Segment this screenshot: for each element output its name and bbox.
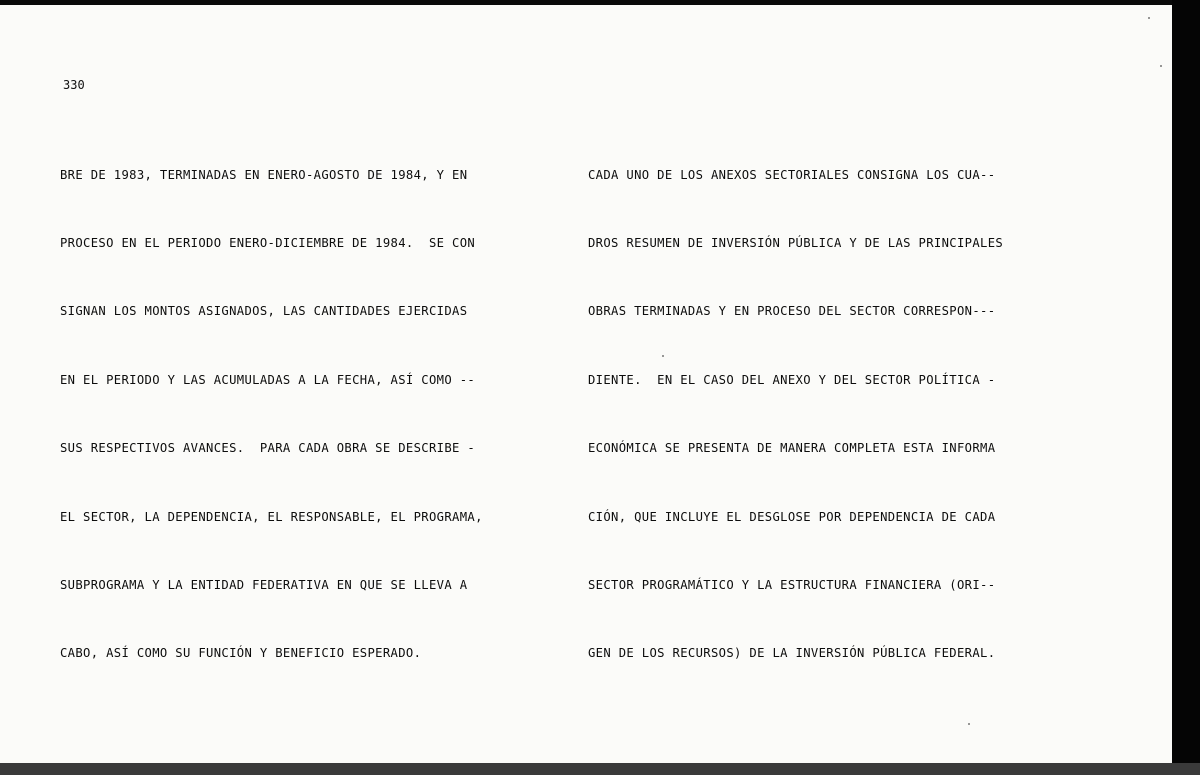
text-line: SUBPROGRAMA Y LA ENTIDAD FEDERATIVA EN QUE SE LLEVA A [60,577,468,592]
text-line: GEN DE LOS RECURSOS) DE LA INVERSIÓN PÚBLICA FEDERAL. [588,646,996,661]
text-line: SECTOR PROGRAMÁTICO Y LA ESTRUCTURA FINANCIERA (ORI-- [588,577,996,592]
text-line: BRE DE 1983, TERMINADAS EN ENERO-AGOSTO DE 1984, Y EN [60,167,468,182]
scan-speck [1160,65,1162,67]
text-line: SUS RESPECTIVOS AVANCES. PARA CADA OBRA SE DESCRIBE - [60,441,476,456]
scan-speck [1148,17,1150,19]
text-line: EN EL PERIODO Y LAS ACUMULADAS A LA FECHA, ASÍ COMO -- [60,372,476,387]
scan-speck [968,723,970,725]
left-text-column [60,118,483,711]
text-line: CIÓN, QUE INCLUYE EL DESGLOSE POR DEPENDENCIA DE CADA [588,509,996,524]
text-line: DROS RESUMEN DE INVERSIÓN PÚBLICA Y DE LAS PRINCIPALES [588,235,1004,250]
page-number: 330 [63,78,85,92]
text-line: EL SECTOR, LA DEPENDENCIA, EL RESPONSABLE, EL PROGRAMA, [60,509,483,524]
document-page [0,5,1172,763]
text-line: PROCESO EN EL PERIODO ENERO-DICIEMBRE DE 1984. SE CON [60,235,476,250]
text-line: SIGNAN LOS MONTOS ASIGNADOS, LAS CANTIDADES EJERCIDAS [60,304,468,319]
right-text-column [588,118,1003,711]
text-line: DIENTE. EN EL CASO DEL ANEXO Y DEL SECTOR POLÍTICA - [588,372,996,387]
scan-border-bottom [0,763,1200,775]
text-line: OBRAS TERMINADAS Y EN PROCESO DEL SECTOR CORRESPON--- [588,304,996,319]
scan-border-right [1172,0,1200,775]
text-line: ECONÓMICA SE PRESENTA DE MANERA COMPLETA ESTA INFORMA [588,441,996,456]
scan-speck [662,355,664,357]
text-line: CADA UNO DE LOS ANEXOS SECTORIALES CONSIGNA LOS CUA-- [588,167,996,182]
text-line: CABO, ASÍ COMO SU FUNCIÓN Y BENEFICIO ESPERADO. [60,646,422,661]
